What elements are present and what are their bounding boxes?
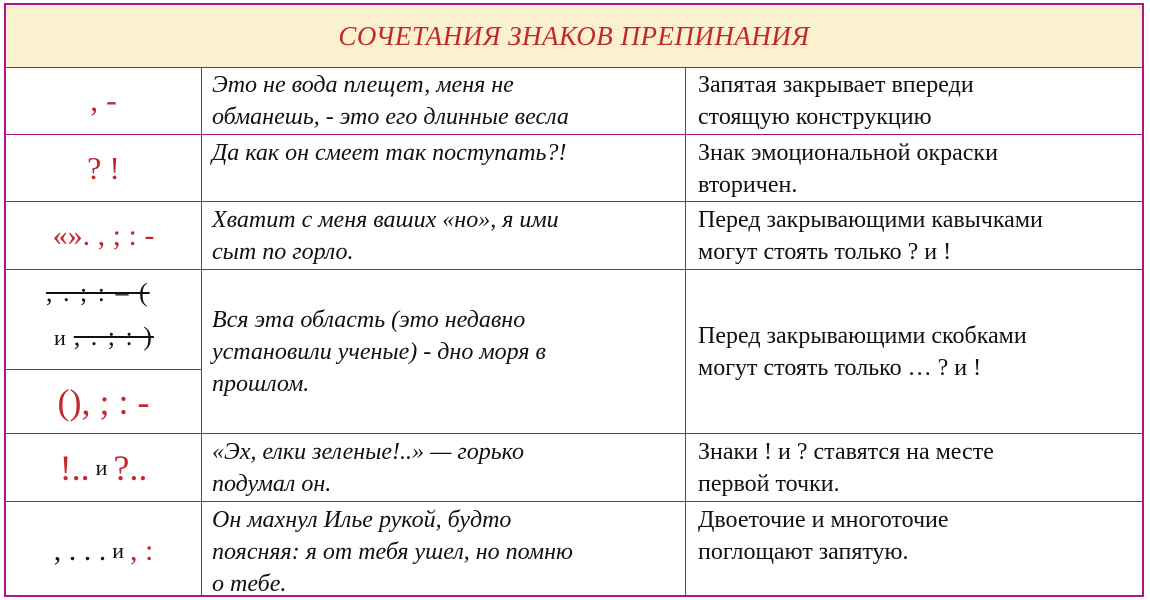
rule-line: вторичен. xyxy=(698,172,798,198)
table-row xyxy=(6,202,1142,270)
rule-line: Знаки ! и ? ставятся на месте xyxy=(698,439,994,465)
rule-cell xyxy=(686,270,1142,433)
symbol-b: , : xyxy=(129,533,154,567)
example-line: Это не вода плещет, меня не xyxy=(212,72,514,98)
symbol-line-2-text: , . ; : ) xyxy=(73,322,154,351)
example-line: прошлом. xyxy=(212,370,310,397)
example-line: Вся эта область (это недавно xyxy=(212,306,526,333)
table-row xyxy=(6,67,1142,135)
and-word: и xyxy=(54,325,66,350)
symbol-combination: ? ! xyxy=(87,149,120,186)
symbol-combination: , - xyxy=(90,82,117,118)
table-row xyxy=(6,270,1142,434)
example-line: Он махнул Илье рукой, будто xyxy=(212,507,512,533)
table-title: СОЧЕТАНИЯ ЗНАКОВ ПРЕПИНАНИЯ xyxy=(338,20,810,51)
rule-line: Запятая закрывает впереди xyxy=(698,72,974,98)
rule-cell xyxy=(686,67,1142,134)
table-row xyxy=(6,502,1142,597)
example-cell xyxy=(202,135,686,201)
example-line: установили ученые) - дно моря в xyxy=(212,338,546,365)
symbol-line-1 xyxy=(46,278,150,308)
example-cell xyxy=(202,270,686,433)
example-line: о тебе. xyxy=(212,571,287,597)
rule-cell xyxy=(686,434,1142,501)
example-cell xyxy=(202,67,686,134)
symbol-cell xyxy=(6,434,202,501)
example-line: подумал он. xyxy=(212,471,332,497)
example-cell xyxy=(202,434,686,501)
symbol-line-2 xyxy=(54,322,154,352)
rule-line: могут стоять только … ? и ! xyxy=(698,354,982,381)
example-line: Да как он смеет так поступать?! xyxy=(212,140,567,166)
symbol-cell xyxy=(6,502,202,597)
punctuation-table xyxy=(4,3,1144,597)
symbol-cell xyxy=(6,67,202,134)
and-word: и xyxy=(112,537,124,563)
rule-line: Перед закрывающими кавычками xyxy=(698,207,1043,233)
symbol-cell xyxy=(6,135,202,201)
rule-line: могут стоять только ? и ! xyxy=(698,239,952,265)
symbol-combination: «». , ; : - xyxy=(52,218,155,252)
example-line: обманешь, - это его длинные весла xyxy=(212,104,569,130)
example-cell xyxy=(202,202,686,269)
example-cell xyxy=(202,502,686,597)
rule-line: стоящую конструкцию xyxy=(698,104,932,130)
symbol-a: !.. xyxy=(59,447,90,488)
rule-line: Знак эмоциональной окраски xyxy=(698,140,998,166)
example-line: «Эх, елки зеленые!..» — горько xyxy=(212,439,524,465)
example-line: сыт по горло. xyxy=(212,239,354,265)
example-line: Хватит с меня ваших «но», я ими xyxy=(212,207,559,233)
table-header xyxy=(6,5,1142,68)
symbol-cell-top xyxy=(6,270,202,370)
symbol-a: , . . . xyxy=(53,533,107,567)
rule-cell xyxy=(686,502,1142,597)
rule-line: Перед закрывающими скобками xyxy=(698,322,1027,349)
rule-cell xyxy=(686,202,1142,269)
table-row xyxy=(6,434,1142,502)
symbol-cell xyxy=(6,202,202,269)
rule-cell xyxy=(686,135,1142,201)
rule-line: Двоеточие и многоточие xyxy=(698,507,949,533)
symbol-combination: (), ; : - xyxy=(57,382,150,422)
and-word: и xyxy=(95,454,108,480)
example-line: поясняя: я от тебя ушел, но помню xyxy=(212,539,573,565)
table-row xyxy=(6,135,1142,202)
rule-line: первой точки. xyxy=(698,471,840,497)
symbol-line-1-text: , . ; : – ( xyxy=(46,278,150,307)
rule-line: поглощают запятую. xyxy=(698,539,909,565)
symbol-b: ?.. xyxy=(113,447,148,488)
symbol-cell-bottom xyxy=(6,370,202,434)
